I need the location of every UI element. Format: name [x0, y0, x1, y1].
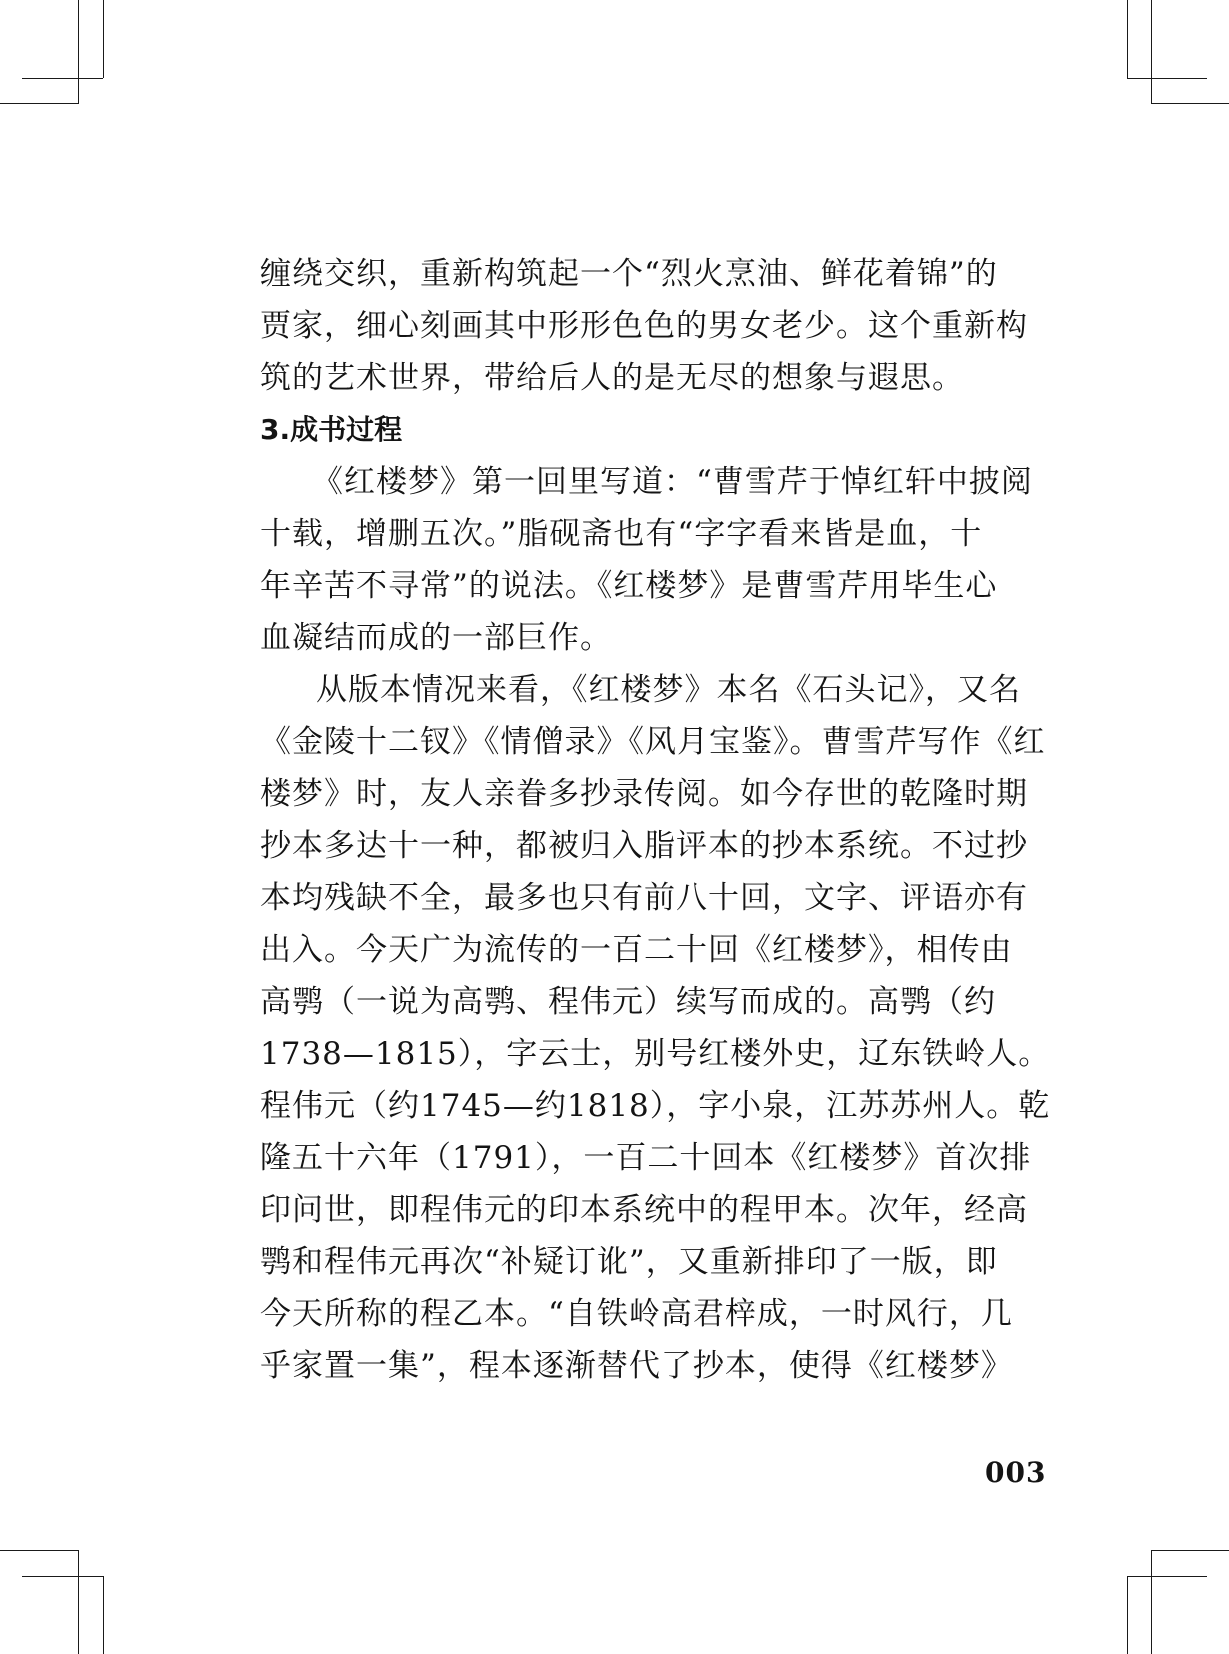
crop-mark-bottom-left-horizontal-outer — [0, 1550, 78, 1551]
text-line-paragraph-start: 《红楼梦》第一回里写道：“曹雪芹于悼红轩中披阅 — [312, 464, 1033, 500]
crop-mark-top-left-horizontal-outer — [0, 103, 78, 104]
text-line: 《金陵十二钗》《情僧录》《风月宝鉴》。曹雪芹写作《红 — [260, 724, 1046, 760]
text-line: 今天所称的程乙本。“自铁岭高君梓成，一时风行，几 — [260, 1296, 1013, 1332]
crop-mark-bottom-right-vertical-outer — [1151, 1550, 1152, 1654]
text-line: 本均残缺不全，最多也只有前八十回，文字、评语亦有 — [260, 880, 1028, 916]
crop-mark-top-right-vertical-outer — [1151, 0, 1152, 104]
text-line: 十载，增删五次。”脂砚斋也有“字字看来皆是血，十 — [260, 516, 983, 552]
text-line: 抄本多达十一种，都被归入脂评本的抄本系统。不过抄 — [260, 828, 1028, 864]
text-line: 鹗和程伟元再次“补疑订讹”，又重新排印了一版，即 — [260, 1244, 998, 1280]
crop-mark-bottom-left-vertical-inner — [103, 1576, 104, 1654]
text-line: 筑的艺术世界，带给后人的是无尽的想象与遐思。 — [260, 360, 964, 396]
text-line-paragraph-start: 从版本情况来看，《红楼梦》本名《石头记》，又名 — [316, 672, 1021, 708]
crop-mark-bottom-left-vertical-outer — [78, 1550, 79, 1654]
crop-mark-top-left-vertical-inner — [103, 0, 104, 78]
text-line: 乎家置一集”，程本逐渐替代了抄本，使得《红楼梦》 — [260, 1348, 1013, 1384]
text-line: 贾家，细心刻画其中形形色色的男女老少。这个重新构 — [260, 308, 1028, 344]
crop-mark-top-right-vertical-inner — [1127, 0, 1128, 78]
crop-mark-bottom-right-vertical-inner — [1127, 1576, 1128, 1654]
text-line: 高鹗（一说为高鹗、程伟元）续写而成的。高鹗（约 — [260, 984, 996, 1020]
crop-mark-bottom-right-horizontal-inner — [1127, 1576, 1207, 1577]
text-line: 年辛苦不寻常”的说法。《红楼梦》是曹雪芹用毕生心 — [260, 568, 998, 604]
text-line: 1738—1815），字云士，别号红楼外史，辽东铁岭人。 — [260, 1036, 1051, 1072]
text-line: 缠绕交织，重新构筑起一个“烈火烹油、鲜花着锦”的 — [260, 256, 998, 292]
crop-mark-bottom-left-horizontal-inner — [22, 1576, 103, 1577]
text-line: 印问世，即程伟元的印本系统中的程甲本。次年，经高 — [260, 1192, 1028, 1228]
section-heading: 3.成书过程 — [260, 413, 403, 446]
text-line: 血凝结而成的一部巨作。 — [260, 620, 612, 656]
text-line: 楼梦》时，友人亲眷多抄录传阅。如今存世的乾隆时期 — [260, 776, 1028, 812]
crop-mark-top-right-horizontal-outer — [1151, 103, 1229, 104]
page-number: 003 — [985, 1456, 1047, 1489]
crop-mark-top-left-vertical-outer — [78, 0, 79, 104]
crop-mark-bottom-right-horizontal-outer — [1151, 1550, 1229, 1551]
text-line: 隆五十六年（1791），一百二十回本《红楼梦》首次排 — [260, 1140, 1032, 1176]
crop-mark-top-right-horizontal-inner — [1127, 78, 1207, 79]
text-line: 出入。今天广为流传的一百二十回《红楼梦》，相传由 — [260, 932, 1013, 968]
text-line: 程伟元（约1745—约1818），字小泉，江苏苏州人。乾 — [260, 1088, 1051, 1124]
crop-mark-top-left-horizontal-inner — [22, 78, 103, 79]
body-text — [260, 248, 1051, 1392]
